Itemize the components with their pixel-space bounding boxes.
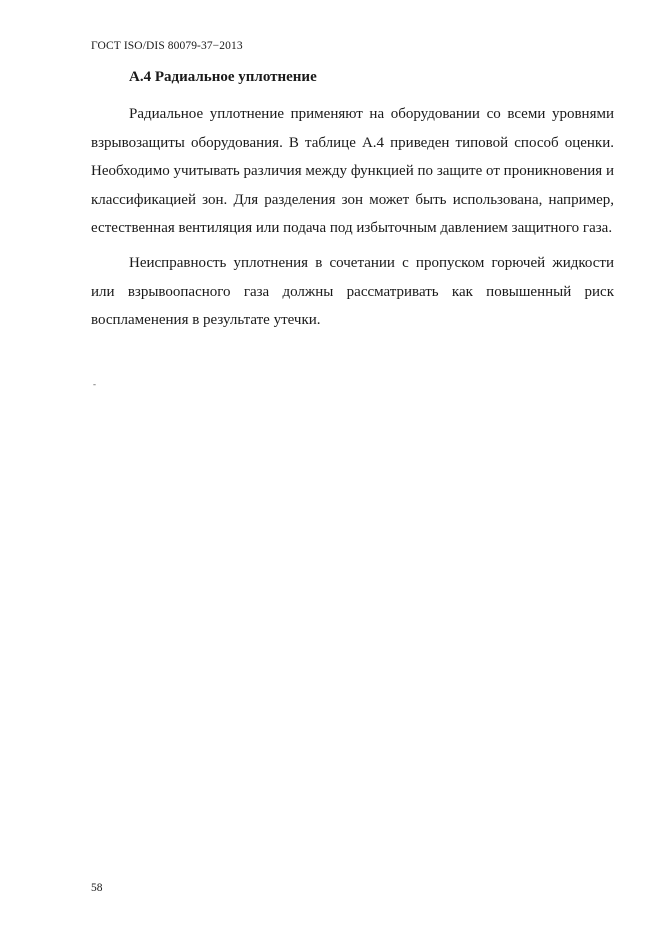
running-header: ГОСТ ISO/DIS 80079-37−2013	[91, 40, 243, 52]
section-heading: А.4 Радиальное уплотнение	[129, 69, 317, 85]
page-number: 58	[91, 882, 103, 894]
stray-mark: -	[93, 379, 96, 389]
paragraph-2: Неисправность уплотнения в сочетании с пропуском горючей жидкости или взрывоопасного газа должны рассматривать как повышенный риск воспламенения в результате утечки.	[91, 254, 614, 329]
section-body	[91, 66, 614, 335]
paragraph-1: Радиальное уплотнение применяют на оборудовании со всеми уровнями взрывозащиты оборудования. В таблице А.4 приведен типовой способ оценки. Необходимо учитывать различия между функцией по защите от проникновения и классификацией зон. Для разделения зон может быть использована, например, естественная вентиляция или подача под избыточным давлением защитного газа.	[91, 106, 614, 237]
